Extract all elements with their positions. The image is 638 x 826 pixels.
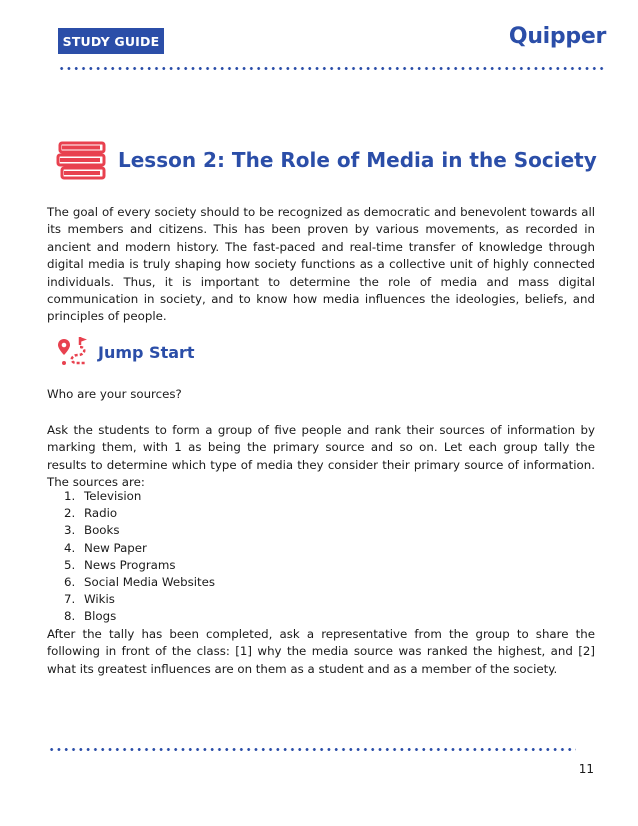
list-item: 1. Television [64,489,142,503]
study-guide-badge: STUDY GUIDE [58,28,164,54]
followup-paragraph: After the tally has been completed, ask a representative from the group to share the following in front of the class: [1] why the media source was ranked the highest, and [2] what its greatest influences are on them as a student and as a member of the society. [47,627,595,676]
list-item: 6. Social Media Websites [64,575,216,590]
list-item: 2. Radio [64,506,118,521]
list-item: 8. Blogs [64,609,117,624]
jump-start-title: Jump Start [98,342,195,362]
list-item: 4. New Paper [64,540,147,555]
books-icon [56,139,108,181]
top-dotted-divider [58,67,606,70]
sources-list [64,488,215,626]
jump-start-instructions: Ask the students to form a group of five people and rank their sources of information by marking them, with 1 as being the primary source and so on. Let each group tally the results to determine which type of media they consider their primary source of information. The sources are: [47,423,595,490]
quipper-logo: Quipper [508,24,606,49]
jump-start-heading [56,334,195,370]
lesson-title: Lesson 2: The Role of Media in the Society [118,148,597,172]
list-item: 5. News Programs [64,557,176,572]
list-item: 7. Wikis [64,592,115,607]
route-icon [56,335,90,369]
list-item: 3. Books [64,523,120,538]
lesson-heading [56,138,616,182]
bottom-dotted-divider [48,748,576,751]
lesson-intro-paragraph: The goal of every society should to be recognized as democratic and benevolent towards all its members and citizens. This has been proven by various movements, as recorded in ancient and modern history. The fast-paced and real-time transfer of knowledge through digital media is truly shaping how society functions as a collective unit of highly connected individuals. Thus, it is important to determine the role of media and mass digital communication in society, and to know how media influences the ideologies, beliefs, and principles of people. [47,205,595,324]
page-number: 11 [578,762,594,776]
jump-start-question: Who are your sources? [47,387,182,401]
